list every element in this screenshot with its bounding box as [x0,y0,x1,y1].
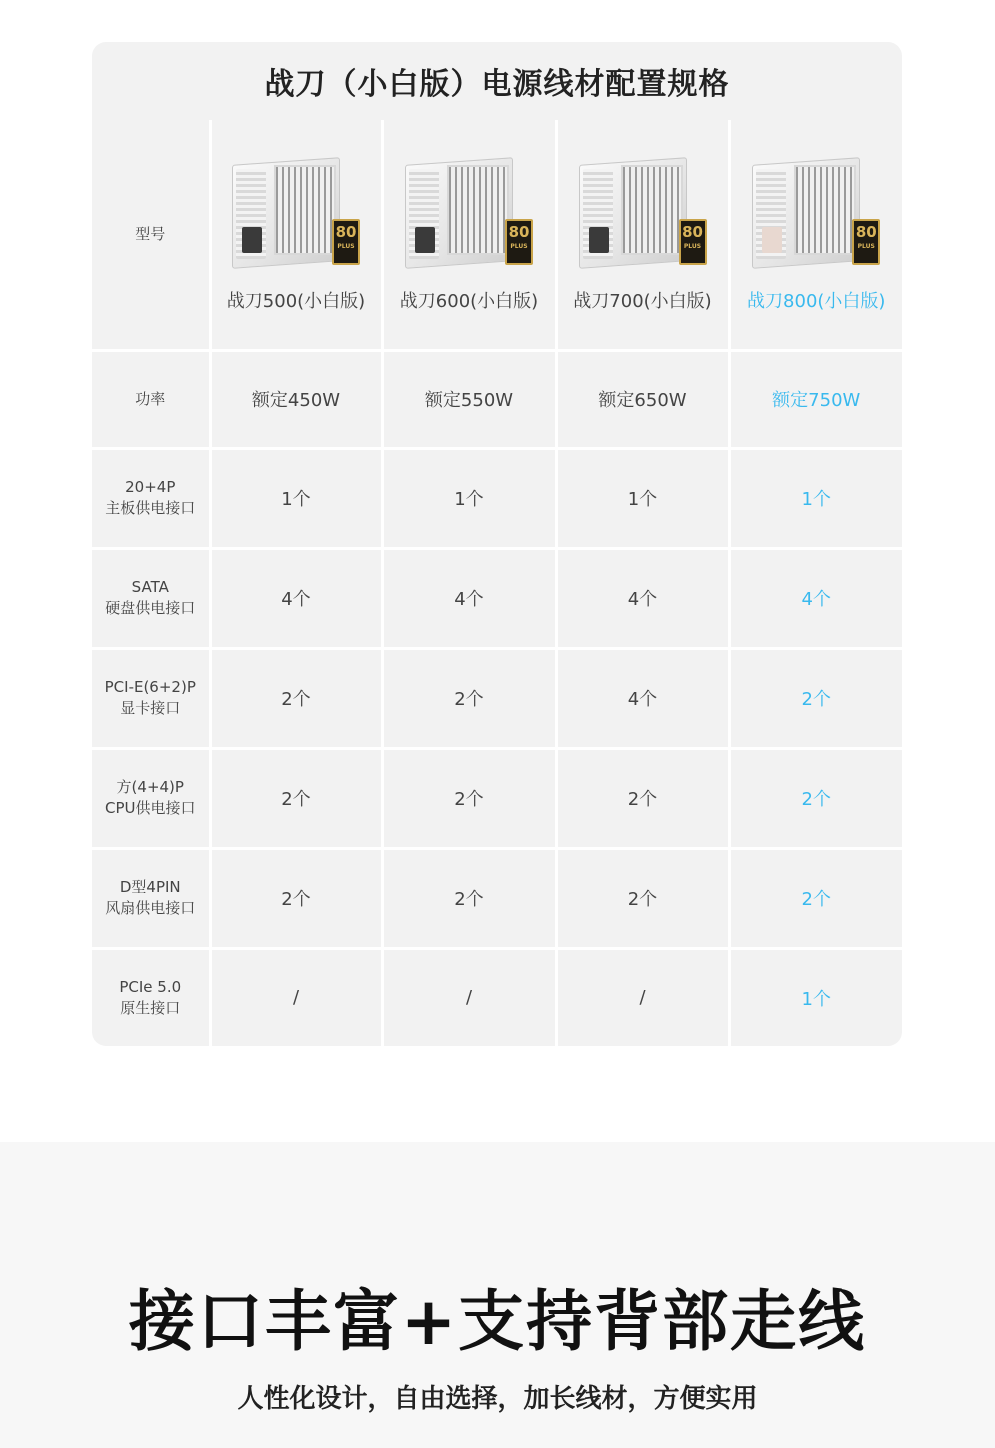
table-cell: 额定450W [210,350,382,448]
table-cell: / [382,948,556,1046]
model-name: 战刀500(小白版) [226,291,366,313]
table-cell: 1个 [382,448,556,548]
80-plus-badge: 80 PLUS [332,219,360,265]
table-cell-highlight: 2个 [729,648,902,748]
spec-title: 战刀（小白版）电源线材配置规格 [264,67,730,102]
row-label-model: 型号 [92,120,210,350]
table-cell: 2个 [382,748,556,848]
table-cell: 4个 [556,548,729,648]
table-row [92,748,902,848]
table-cell: 2个 [210,748,382,848]
row-label: PCIe 5.0 原生接口 [92,948,210,1046]
table-cell-highlight: 1个 [729,948,902,1046]
table-cell: 2个 [382,848,556,948]
table-cell-highlight: 1个 [729,448,902,548]
table-cell: 额定550W [382,350,556,448]
table-cell-highlight: 2个 [729,748,902,848]
80-plus-badge: 80 PLUS [679,219,707,265]
psu-product-image [579,155,707,273]
row-label: PCI-E(6+2)P 显卡接口 [92,648,210,748]
model-cell [210,120,382,350]
table-row [92,448,902,548]
table-cell: 2个 [382,648,556,748]
promo-subline: 人性化设计，自由选择，加长线材，方便实用 [237,1384,758,1414]
table-cell-highlight: 2个 [729,848,902,948]
table-cell: 2个 [210,848,382,948]
table-cell: 额定650W [556,350,729,448]
promo-headline: 接口丰富+支持背部走线 [128,1283,867,1360]
80-plus-badge: 80 PLUS [505,219,533,265]
table-cell: 2个 [556,848,729,948]
table-cell: 2个 [556,748,729,848]
model-name: 战刀600(小白版) [399,291,539,313]
model-cell [556,120,729,350]
table-cell-highlight: 4个 [729,548,902,648]
table-row [92,648,902,748]
table-cell: 2个 [210,648,382,748]
spec-table [92,120,902,1046]
table-cell: / [210,948,382,1046]
psu-product-image [405,155,533,273]
table-row [92,548,902,648]
row-label: D型4PIN 风扇供电接口 [92,848,210,948]
table-row [92,350,902,448]
table-cell: / [556,948,729,1046]
table-cell: 1个 [210,448,382,548]
table-cell: 4个 [382,548,556,648]
spec-card [92,42,902,1046]
row-label: 方(4+4)P CPU供电接口 [92,748,210,848]
row-label: SATA 硬盘供电接口 [92,548,210,648]
table-cell: 4个 [210,548,382,648]
table-row [92,848,902,948]
psu-product-image [752,155,880,273]
model-name: 战刀800(小白版) [747,291,886,313]
table-cell: 1个 [556,448,729,548]
model-cell-highlight [729,120,902,350]
80-plus-badge: 80 PLUS [852,219,880,265]
row-label: 20+4P 主板供电接口 [92,448,210,548]
model-cell [382,120,556,350]
psu-product-image [232,155,360,273]
row-label: 功率 [92,350,210,448]
table-cell: 4个 [556,648,729,748]
model-name: 战刀700(小白版) [573,291,712,313]
table-cell-highlight: 额定750W [729,350,902,448]
table-row-model [92,120,902,350]
table-row [92,948,902,1046]
